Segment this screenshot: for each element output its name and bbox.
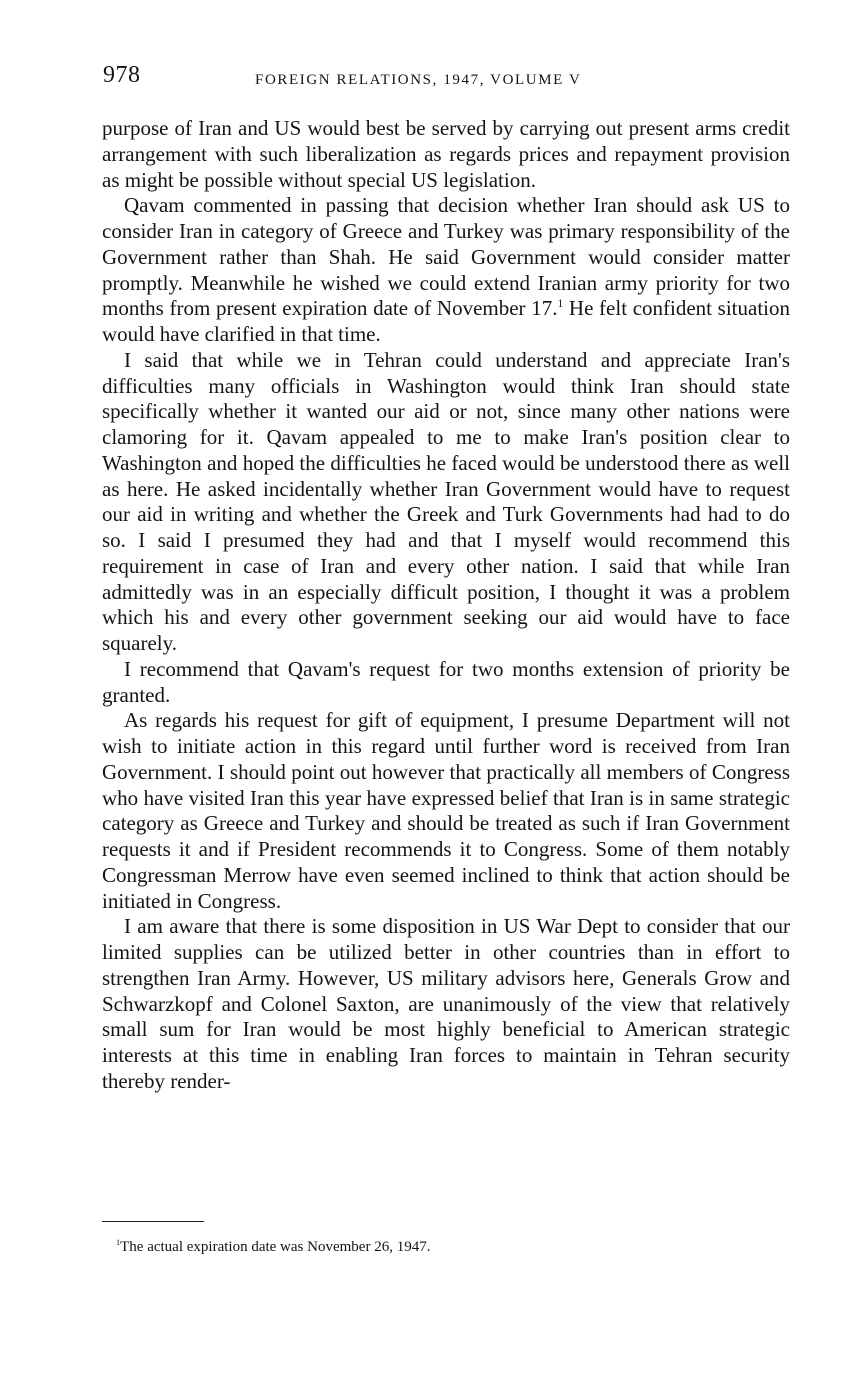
running-title: FOREIGN RELATIONS, 1947, VOLUME V bbox=[255, 72, 582, 88]
paragraph-recommend-extension: I recommend that Qavam's request for two months extension of priority be granted. bbox=[102, 656, 790, 707]
body-text bbox=[102, 116, 790, 1095]
footnote-divider bbox=[102, 1221, 204, 1222]
page-number: 978 bbox=[103, 62, 141, 88]
paragraph-gift-of-equipment: As regards his request for gift of equipment, I presume Department will not wish to initiate action in this regard until further word is received from Iran Government. I should point out however that practically all members of Congress who have visited Iran this year have expressed belief that Iran is in same strategic category as Greece and Turkey and should be treated as such if Iran Government requests it and if President recommends it to Congress. Some of them notably Congressman Merrow have even seemed inclined to think that action should be initiated in Congress. bbox=[102, 708, 790, 913]
footnote-marker: 1 bbox=[116, 1238, 121, 1247]
paragraph-qavam-comment-tail: He felt confident situation would have clarified in that time. bbox=[102, 296, 791, 346]
footnote bbox=[116, 1238, 430, 1256]
paragraph-qavam-comment-text: Qavam commented in passing that decision whether Iran should ask US to consider Iran in category of Greece and Turkey was primary responsibility of the Government rather than Shah. He said Government would consider matter promptly. Meanwhile he wished we could extend Iranian army priority for two months from present expiration date of November 17. bbox=[102, 193, 790, 321]
page-header bbox=[103, 62, 793, 96]
footnote-reference: 1 bbox=[557, 298, 564, 311]
paragraph-qavam-comment bbox=[102, 193, 790, 348]
paragraph-tehran-understanding: I said that while we in Tehran could understand and appreciate Iran's difficulties many officials in Washington would think Iran should state specifically whether it wanted our aid or not, since many other nations were clamoring for it. Qavam appealed to me to make Iran's position clear to Washington and hoped the difficulties he faced would be understood there as well as here. He asked incidentally whether Iran Government would have to request our aid in writing and whether the Greek and Turk Governments had had to do so. I said I presumed they had and that I myself would recommend this requirement in case of Iran and every other nation. I said that while Iran admittedly was in an especially difficult position, I thought it was a problem which his and every other government seeking our aid would have to face squarely. bbox=[102, 347, 790, 655]
paragraph-war-dept: I am aware that there is some disposition in US War Dept to consider that our limited supplies can be utilized better in other countries than in effort to strengthen Iran Army. However, US military advisors here, Generals Grow and Schwarzkopf and Colonel Saxton, are unanimously of the view that relatively small sum for Iran would be most highly beneficial to American strategic interests at this time in enabling Iran forces to maintain in Tehran security thereby render- bbox=[102, 914, 790, 1093]
paragraph-continued: purpose of Iran and US would best be served by carrying out present arms credit arrangement with such liberalization as regards prices and repayment provision as might be possible without special US legislation. bbox=[102, 116, 790, 192]
footnote-text: The actual expiration date was November 26, 1947. bbox=[120, 1239, 431, 1255]
